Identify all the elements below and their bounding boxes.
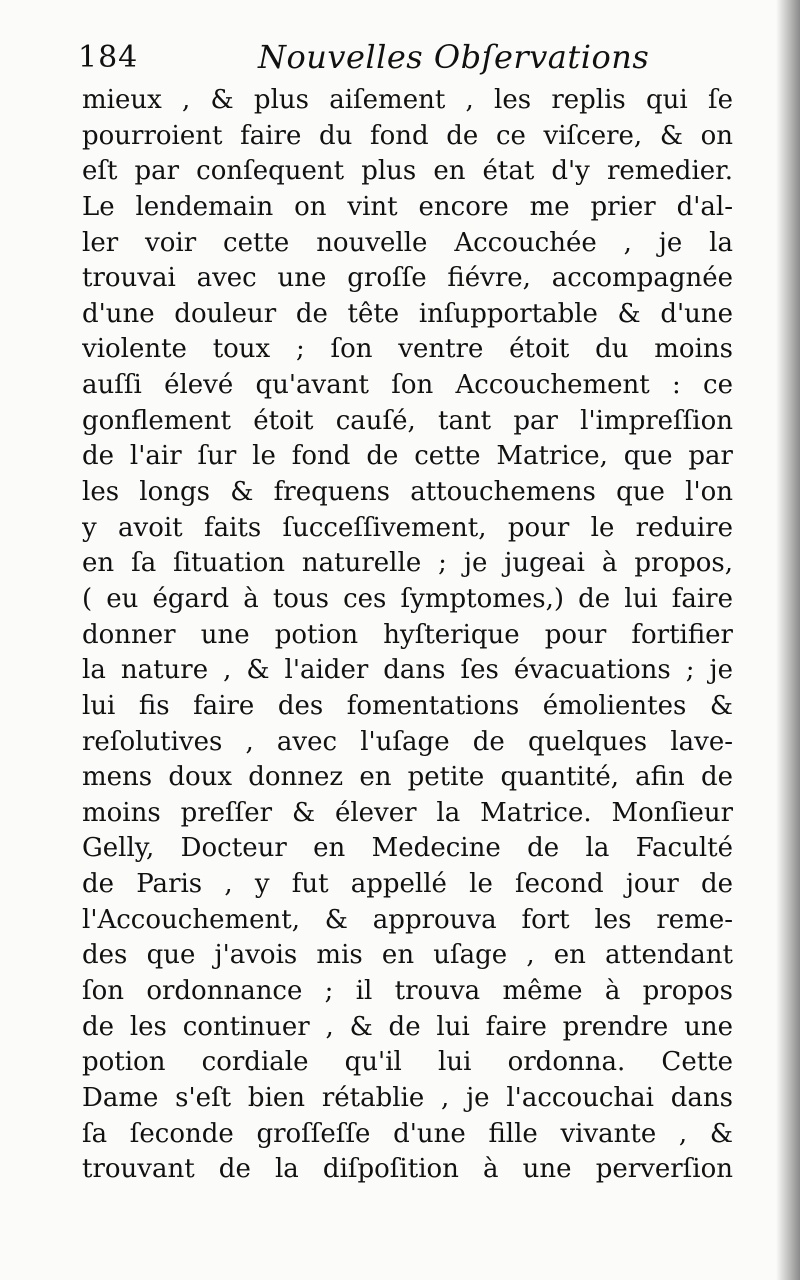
body-text [82,83,733,1188]
text-line: les longs & frequens attouchemens que l'on [82,477,733,508]
text-line: moins preſſer & élever la Matrice. Monſieur [82,797,733,828]
text-line: eſt par conſequent plus en état d'y remedier. [82,156,733,187]
text-line: trouvai avec une groſſe fiévre, accompagnée [82,263,733,294]
text-line: y avoit faits ſucceſſivement, pour le reduire [82,512,733,543]
text-line: mieux , & plus aiſement , les replis qui ſe [82,85,733,115]
text-line: trouvant de la diſpoſition à une perverſion [82,1154,733,1185]
text-line: de l'air ſur le fond de cette Matrice, que par [82,441,733,472]
text-line: l'Accouchement, & approuva fort les reme- [82,904,733,935]
text-line: ler voir cette nouvelle Accouchée , je la [82,227,733,258]
text-line: donner une potion hyſterique pour fortifier [82,619,733,650]
text-line: ſon ordonnance ; il trouva même à propos [82,976,733,1007]
text-line: de Paris , y fut appellé le ſecond jour de [82,869,733,900]
text-line: violente toux ; ſon ventre étoit du moins [82,334,733,365]
text-line: Gelly, Docteur en Medecine de la Faculté [82,833,733,864]
text-line: d'une douleur de tête inſupportable & d'une [82,298,733,329]
text-line: ſa ſeconde groſſeſſe d'une fille vivante , & [82,1118,733,1149]
text-line: gonflement étoit cauſé, tant par l'impreſſion [82,405,733,436]
text-line: Dame s'eſt bien rétablie , je l'accouchai dans [82,1082,733,1113]
running-title: Nouvelles Obſervations [258,38,650,76]
text-line: lui fis faire des fomentations émolientes & [82,690,733,721]
page-number: 184 [78,40,139,75]
text-line: mens doux donnez en petite quantité, afin de [82,762,733,793]
text-line: de les continuer , & de lui faire prendre une [82,1011,733,1042]
text-line: des que j'avois mis en uſage , en attendant [82,940,733,971]
text-line: potion cordiale qu'il lui ordonna. Cette [82,1047,733,1078]
page-header [78,36,733,86]
text-line: la nature , & l'aider dans ſes évacuations ; je [82,655,733,686]
text-line: Le lendemain on vint encore me prier d'al- [82,191,733,222]
text-line: pourroient faire du fond de ce viſcere, & on [82,120,733,151]
text-line: reſolutives , avec l'uſage de quelques lave- [82,726,733,757]
text-line: auſſi élevé qu'avant ſon Accouchement : ce [82,370,733,401]
text-line: en ſa ſituation naturelle ; je jugeai à propos, [82,548,733,579]
page-edge-shadow [776,0,800,1280]
text-line: ( eu égard à tous ces ſymptomes,) de lui faire [82,583,733,614]
